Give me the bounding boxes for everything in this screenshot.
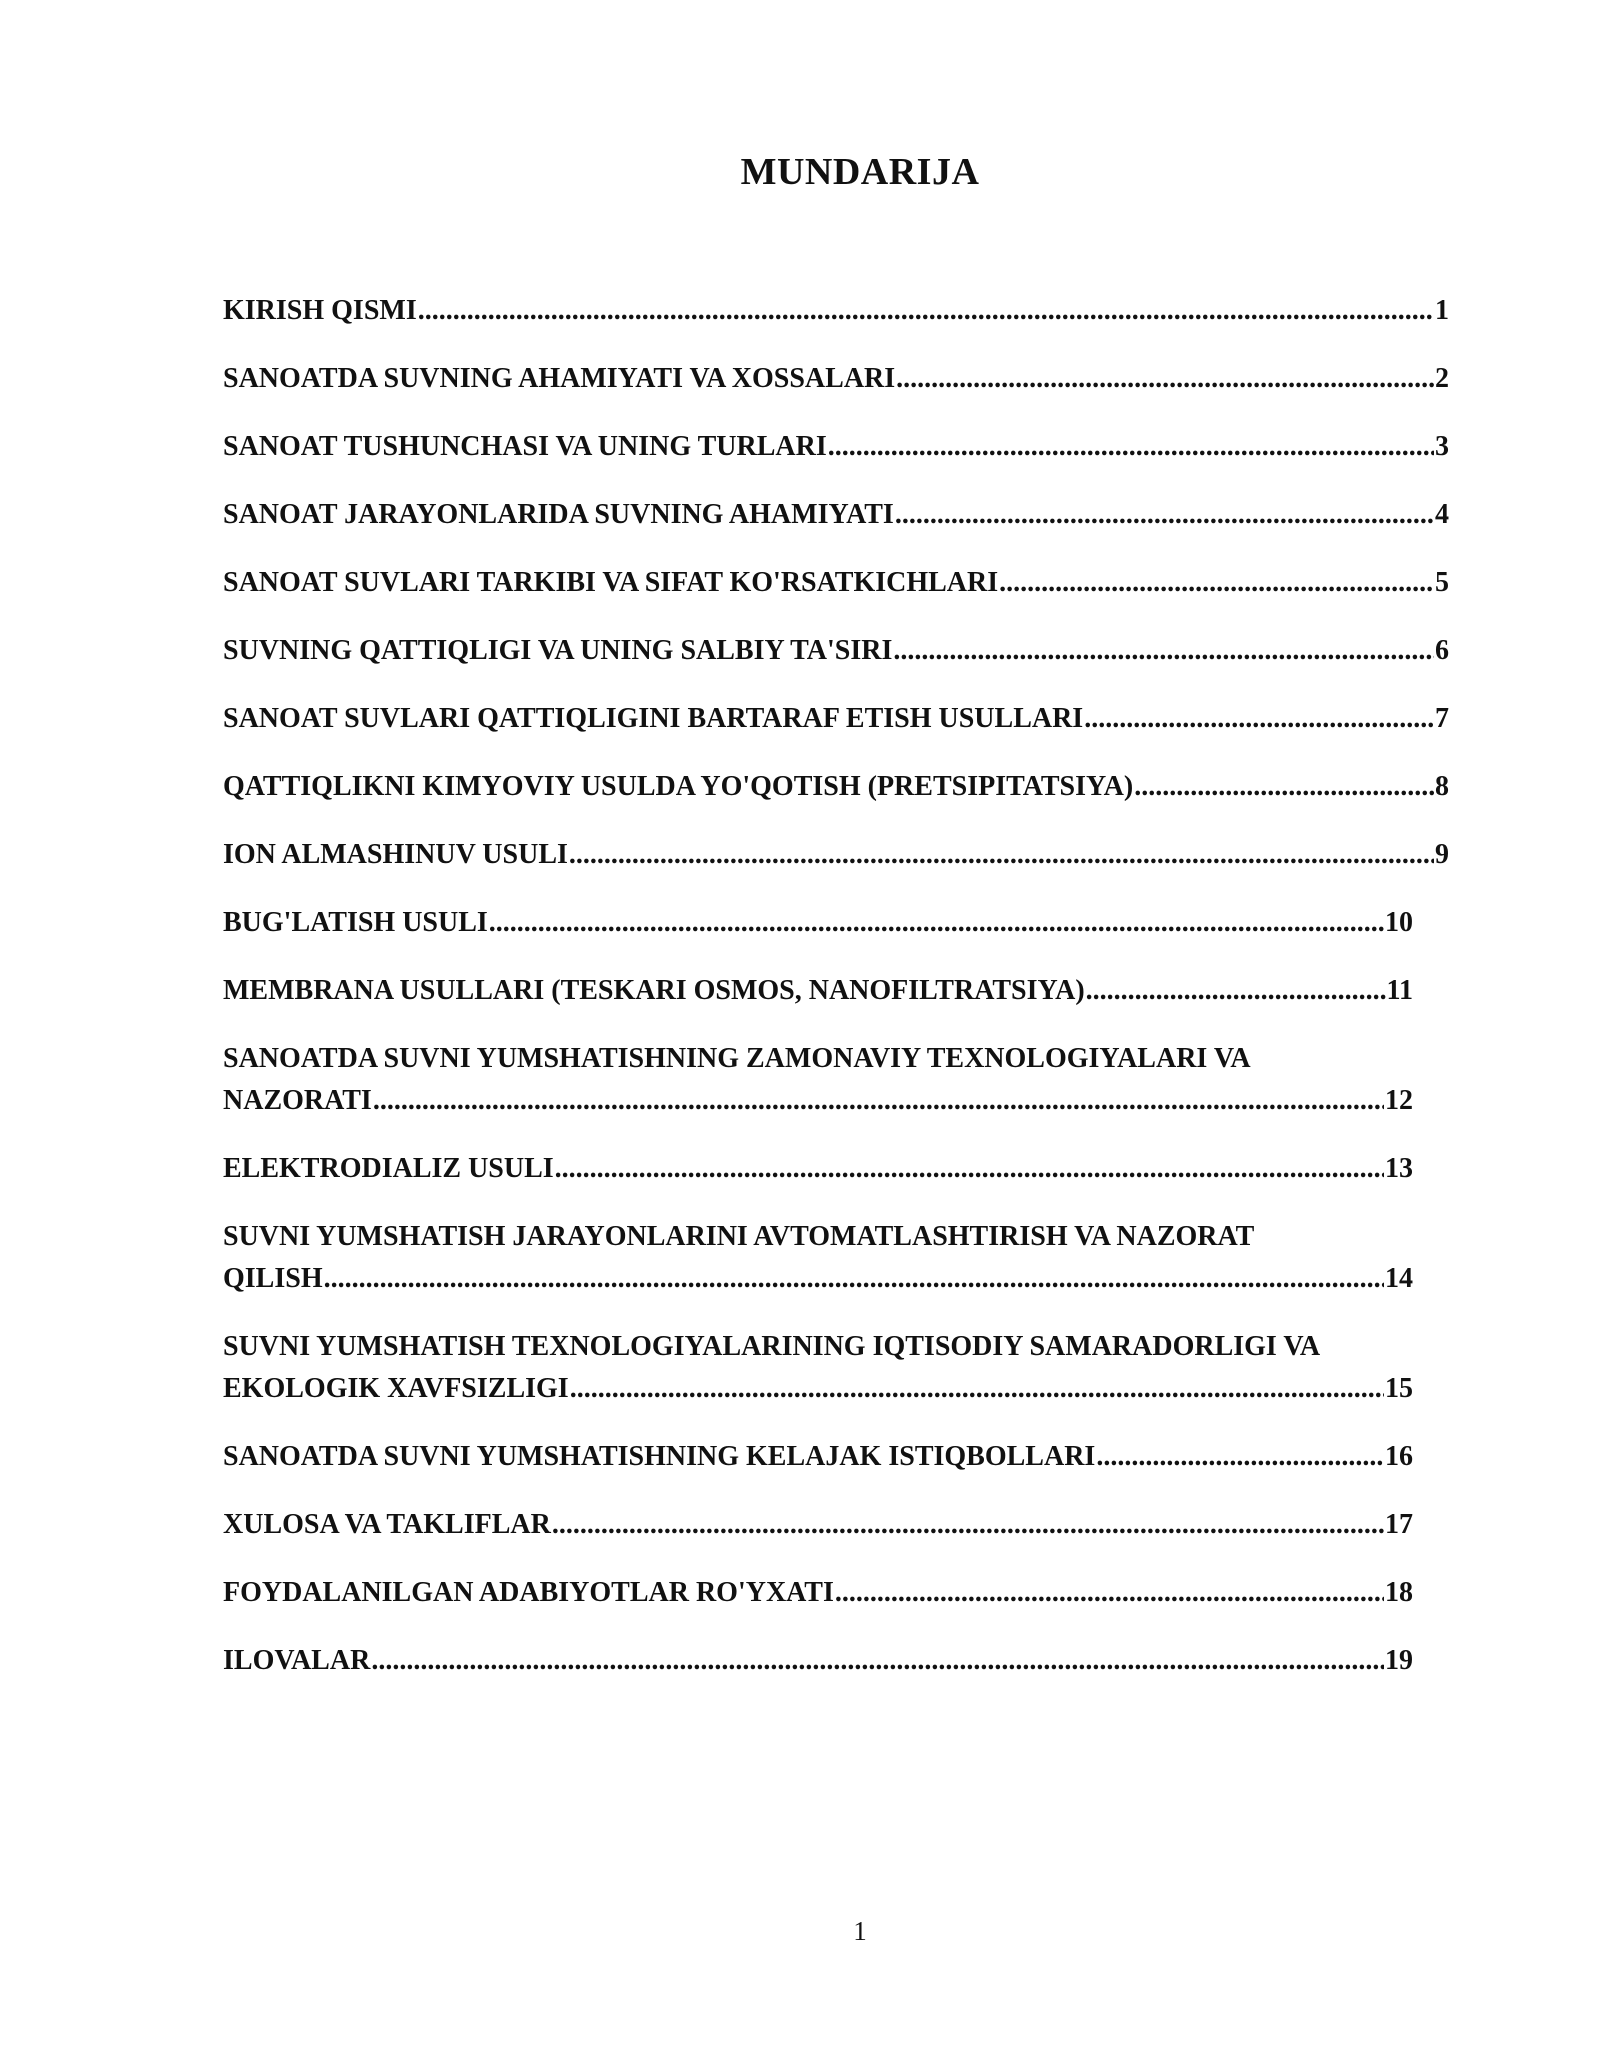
toc-entry-line bbox=[223, 1640, 1413, 1682]
toc-entry-title: XULOSA VA TAKLIFLAR bbox=[223, 1509, 551, 1540]
toc-page-number: 17 bbox=[1385, 1509, 1413, 1540]
toc-entry-title: SANOAT TUSHUNCHASI VA UNING TURLARI bbox=[223, 431, 827, 462]
toc-entry-line bbox=[223, 630, 1449, 672]
toc-entry-title: ION ALMASHINUV USULI bbox=[223, 839, 568, 870]
table-of-contents bbox=[223, 290, 1449, 1708]
toc-page-number: 5 bbox=[1435, 567, 1449, 598]
toc-page-number: 7 bbox=[1435, 703, 1449, 734]
toc-entry-title: ILOVALAR bbox=[223, 1645, 371, 1676]
toc-dot-leader bbox=[324, 1258, 1384, 1300]
toc-entry bbox=[223, 1436, 1449, 1478]
toc-entry-title: SANOATDA SUVNING AHAMIYATI VA XOSSALARI bbox=[223, 363, 896, 394]
toc-dot-leader bbox=[1084, 698, 1434, 740]
toc-dot-leader bbox=[418, 290, 1434, 332]
toc-page-number: 3 bbox=[1435, 431, 1449, 462]
toc-page-number: 18 bbox=[1385, 1577, 1413, 1608]
toc-entry bbox=[223, 698, 1449, 740]
toc-entry-line bbox=[223, 1080, 1413, 1122]
toc-entry-line bbox=[223, 698, 1449, 740]
toc-dot-leader bbox=[373, 1080, 1384, 1122]
toc-page-number: 2 bbox=[1435, 363, 1449, 394]
toc-dot-leader bbox=[1086, 970, 1386, 1012]
toc-entry-line bbox=[223, 834, 1449, 876]
toc-page-number: 16 bbox=[1385, 1441, 1413, 1472]
toc-entry-line bbox=[223, 1504, 1413, 1546]
toc-entry-title: KIRISH QISMI bbox=[223, 295, 417, 326]
toc-entry-line bbox=[223, 426, 1449, 468]
toc-dot-leader bbox=[999, 562, 1434, 604]
toc-entry-line bbox=[223, 1258, 1413, 1300]
toc-entry bbox=[223, 562, 1449, 604]
toc-entry-line bbox=[223, 970, 1413, 1012]
toc-entry-line bbox=[223, 1436, 1413, 1478]
toc-page-number: 9 bbox=[1435, 839, 1449, 870]
toc-entry-title: BUG'LATISH USULI bbox=[223, 907, 488, 938]
toc-dot-leader bbox=[570, 1368, 1384, 1410]
toc-entry-line bbox=[223, 562, 1449, 604]
toc-dot-leader bbox=[896, 358, 1434, 400]
toc-page-number: 15 bbox=[1385, 1373, 1413, 1404]
toc-dot-leader bbox=[1096, 1436, 1384, 1478]
toc-dot-leader bbox=[1134, 766, 1434, 808]
toc-entry bbox=[223, 1038, 1449, 1122]
toc-entry-title: NAZORATI bbox=[223, 1085, 372, 1116]
toc-entry-line bbox=[223, 1572, 1413, 1614]
toc-entry bbox=[223, 902, 1449, 944]
toc-dot-leader bbox=[555, 1148, 1384, 1190]
toc-dot-leader bbox=[371, 1640, 1384, 1682]
page-title: MUNDARIJA bbox=[740, 151, 980, 193]
toc-entry bbox=[223, 970, 1449, 1012]
toc-entry bbox=[223, 1572, 1449, 1614]
toc-entry-title-line: SUVNI YUMSHATISH TEXNOLOGIYALARINING IQTISODIY SAMARADORLIGI VA bbox=[223, 1331, 1321, 1362]
page-number: 1 bbox=[853, 1916, 867, 1946]
toc-entry-title: QILISH bbox=[223, 1263, 323, 1294]
toc-entry-title: MEMBRANA USULLARI (TESKARI OSMOS, NANOFILTRATSIYA) bbox=[223, 975, 1085, 1006]
toc-dot-leader bbox=[835, 1572, 1384, 1614]
toc-entry-title: ELEKTRODIALIZ USULI bbox=[223, 1153, 554, 1184]
toc-entry bbox=[223, 1326, 1449, 1410]
toc-page-number: 19 bbox=[1385, 1645, 1413, 1676]
toc-entry-title: SANOAT SUVLARI TARKIBI VA SIFAT KO'RSATKICHLARI bbox=[223, 567, 999, 598]
toc-page-number: 1 bbox=[1435, 295, 1449, 326]
toc-entry bbox=[223, 1640, 1449, 1682]
toc-entry bbox=[223, 1216, 1449, 1300]
toc-entry-line bbox=[223, 494, 1449, 536]
toc-dot-leader bbox=[895, 494, 1434, 536]
toc-page-number: 6 bbox=[1435, 635, 1449, 666]
toc-page-number: 4 bbox=[1435, 499, 1449, 530]
toc-entry-title: FOYDALANILGAN ADABIYOTLAR RO'YXATI bbox=[223, 1577, 834, 1608]
toc-entry bbox=[223, 290, 1449, 332]
toc-entry-title: SANOATDA SUVNI YUMSHATISHNING KELAJAK ISTIQBOLLARI bbox=[223, 1441, 1096, 1472]
toc-entry-line bbox=[223, 358, 1449, 400]
toc-entry-title: SUVNING QATTIQLIGI VA UNING SALBIY TA'SIRI bbox=[223, 635, 893, 666]
toc-entry-title: SANOAT JARAYONLARIDA SUVNING AHAMIYATI bbox=[223, 499, 894, 530]
toc-entry bbox=[223, 834, 1449, 876]
toc-entry bbox=[223, 358, 1449, 400]
toc-entry bbox=[223, 1504, 1449, 1546]
toc-page-number: 8 bbox=[1435, 771, 1449, 802]
toc-entry-line bbox=[223, 1368, 1413, 1410]
toc-dot-leader bbox=[552, 1504, 1384, 1546]
toc-entry-title: SANOAT SUVLARI QATTIQLIGINI BARTARAF ETISH USULLARI bbox=[223, 703, 1084, 734]
toc-entry-line bbox=[223, 1148, 1413, 1190]
toc-page-number: 10 bbox=[1385, 907, 1413, 938]
toc-page-number: 11 bbox=[1386, 975, 1413, 1006]
toc-entry-line bbox=[223, 902, 1413, 944]
toc-entry-title-line: SANOATDA SUVNI YUMSHATISHNING ZAMONAVIY TEXNOLOGIYALARI VA bbox=[223, 1043, 1251, 1074]
toc-dot-leader bbox=[489, 902, 1384, 944]
toc-page-number: 14 bbox=[1385, 1263, 1413, 1294]
toc-entry bbox=[223, 766, 1449, 808]
toc-entry-title: QATTIQLIKNI KIMYOVIY USULDA YO'QOTISH (PRETSIPITATSIYA) bbox=[223, 771, 1134, 802]
toc-entry-title-line: SUVNI YUMSHATISH JARAYONLARINI AVTOMATLASHTIRISH VA NAZORAT bbox=[223, 1221, 1255, 1252]
toc-entry-line bbox=[223, 766, 1449, 808]
toc-dot-leader bbox=[828, 426, 1434, 468]
toc-entry bbox=[223, 426, 1449, 468]
toc-entry bbox=[223, 630, 1449, 672]
toc-dot-leader bbox=[569, 834, 1434, 876]
toc-page-number: 13 bbox=[1385, 1153, 1413, 1184]
toc-dot-leader bbox=[893, 630, 1434, 672]
toc-entry-title: EKOLOGIK XAVFSIZLIGI bbox=[223, 1373, 569, 1404]
toc-entry bbox=[223, 494, 1449, 536]
toc-entry-line bbox=[223, 290, 1449, 332]
toc-page-number: 12 bbox=[1385, 1085, 1413, 1116]
toc-entry bbox=[223, 1148, 1449, 1190]
